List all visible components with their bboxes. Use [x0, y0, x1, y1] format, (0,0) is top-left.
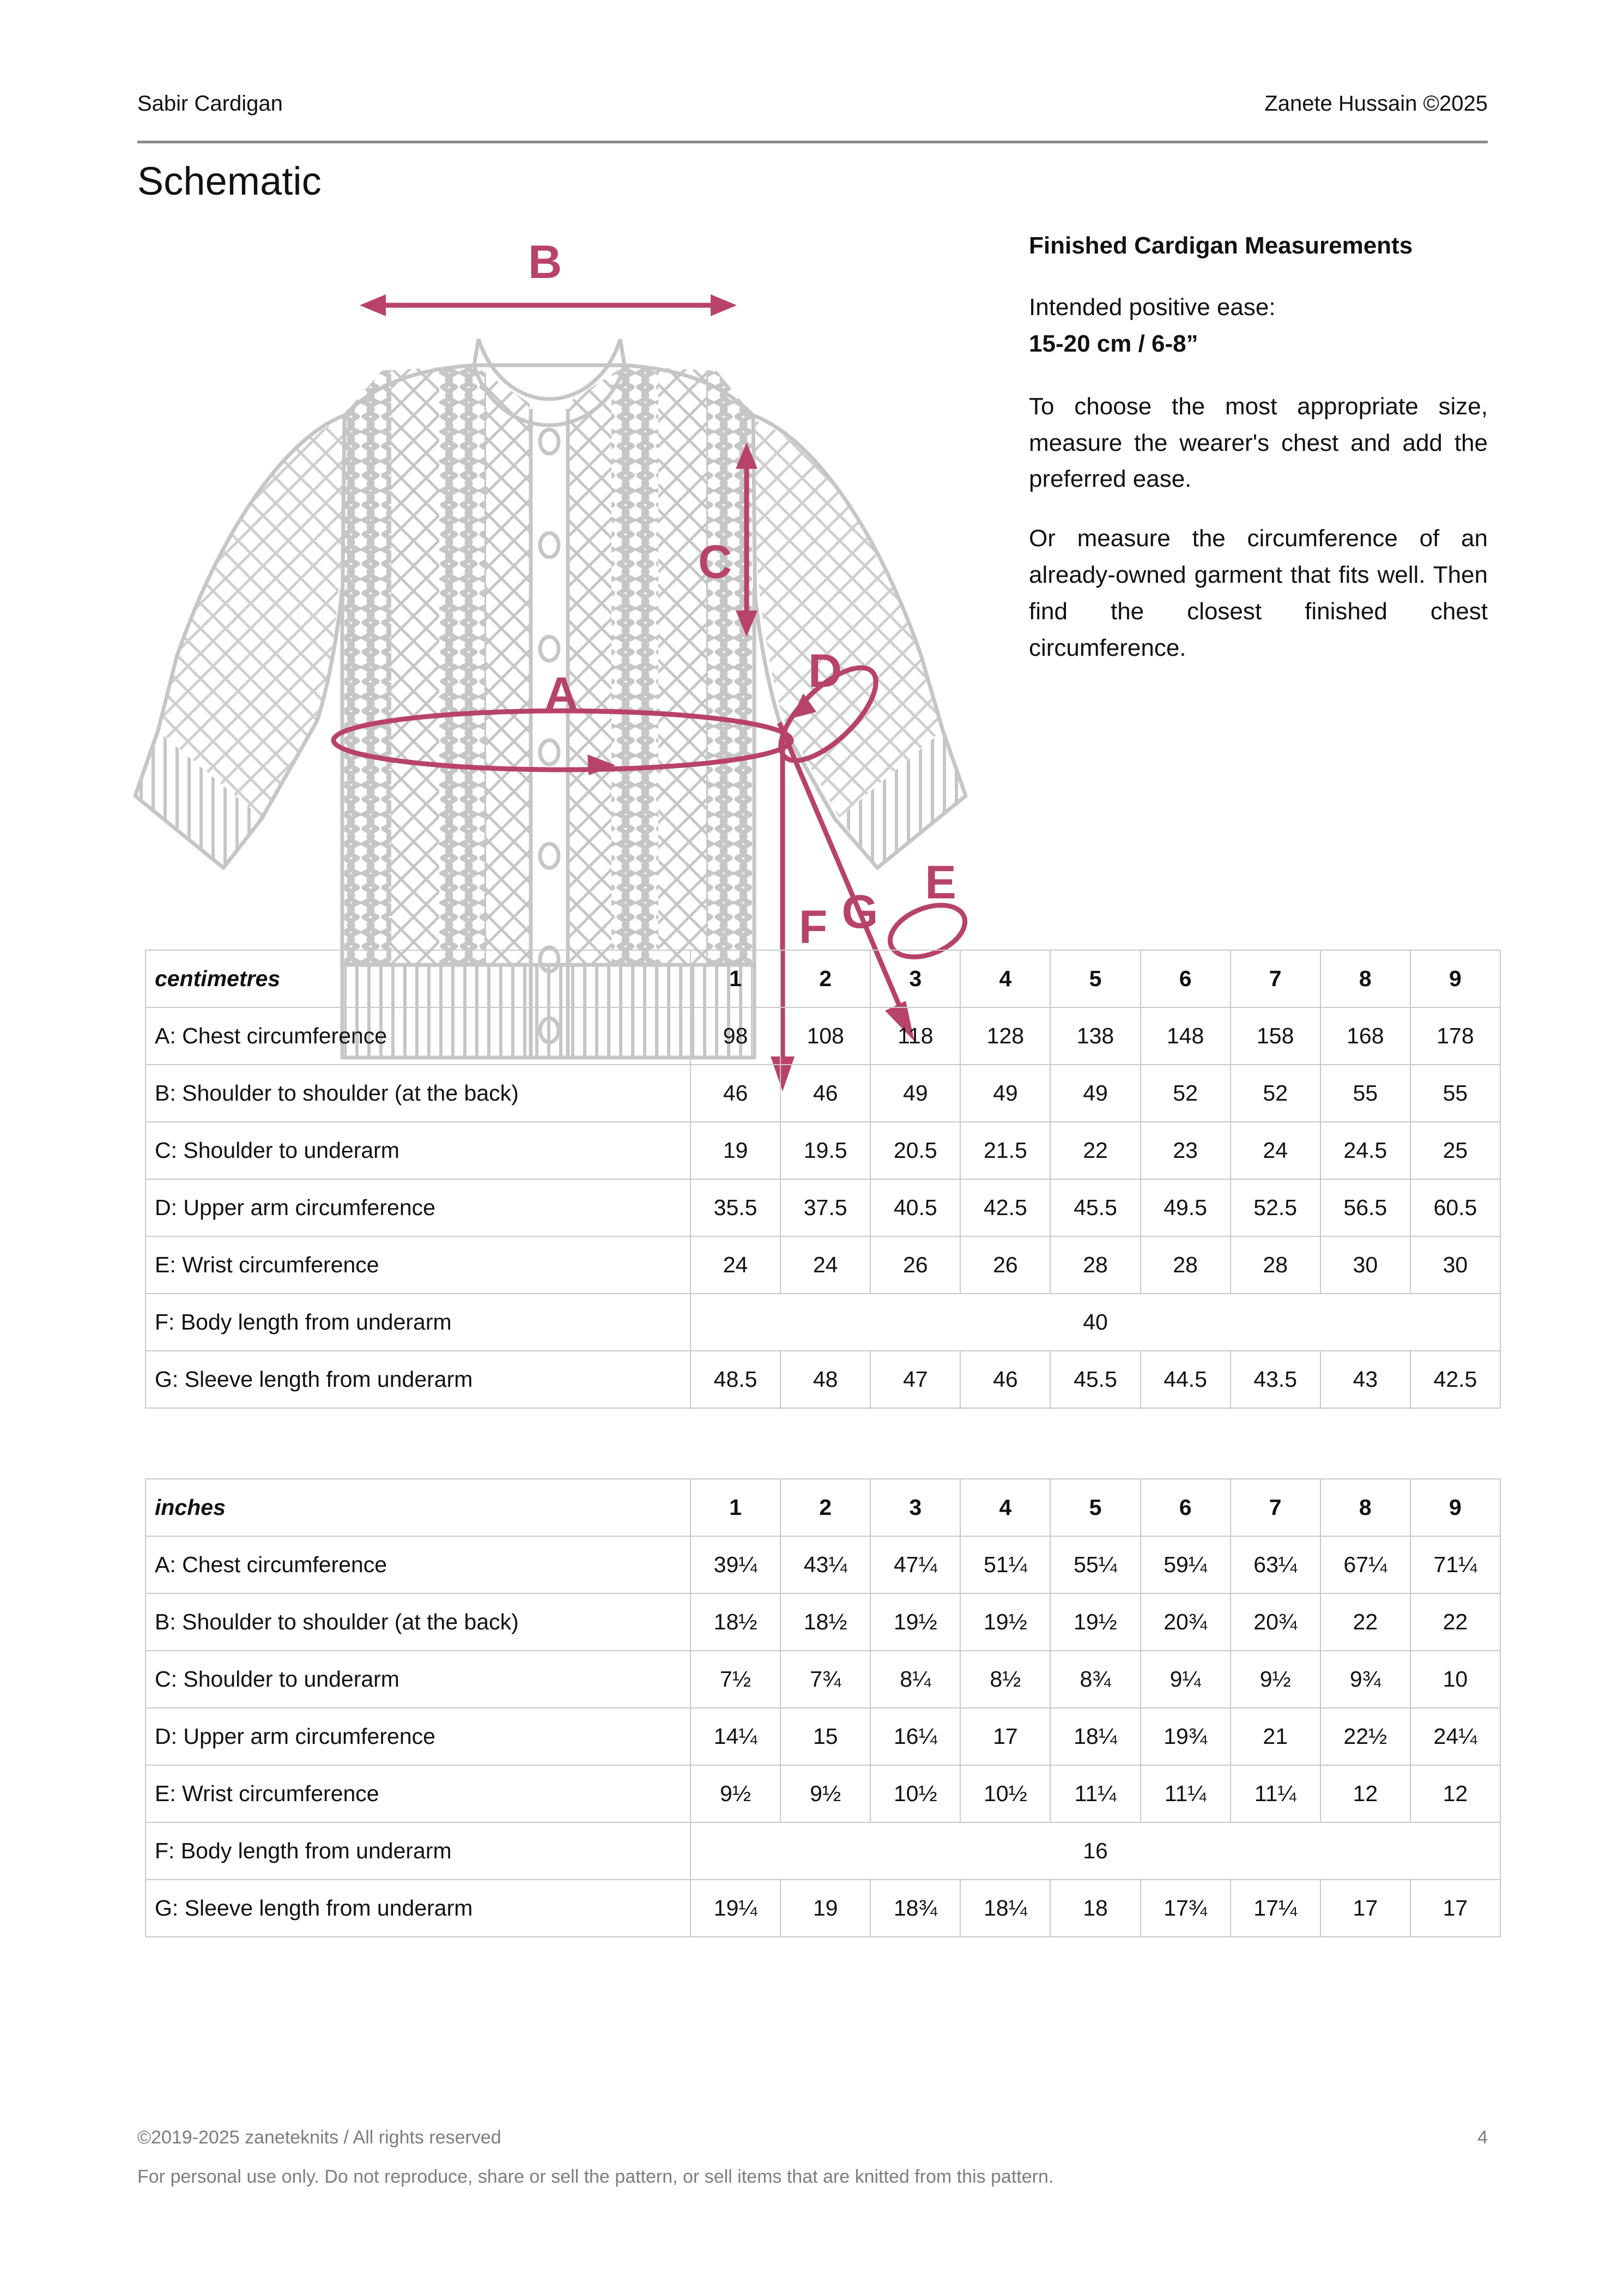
measurement-value-cell: 45.5	[1050, 1179, 1140, 1236]
measurement-value-cell: 11¼	[1141, 1765, 1231, 1822]
measurement-value-cell: 60.5	[1410, 1179, 1500, 1236]
ease-block	[1029, 289, 1488, 363]
measurement-value-cell: 18	[1050, 1880, 1140, 1937]
measurement-value-cell: 148	[1141, 1007, 1231, 1065]
running-header	[137, 92, 1488, 116]
size-header-cell: 3	[870, 950, 960, 1007]
page-title: Schematic	[137, 160, 322, 203]
unit-header-cell: centimetres	[146, 950, 690, 1007]
measurement-value-cell: 15	[780, 1708, 870, 1765]
table-row	[146, 1651, 1500, 1708]
measurement-value-cell: 19	[780, 1880, 870, 1937]
table-row	[146, 1536, 1500, 1593]
running-header-left: Sabir Cardigan	[137, 92, 283, 116]
table-row	[146, 1351, 1500, 1408]
measurement-value-cell: 10	[1410, 1651, 1500, 1708]
footer-notice: For personal use only. Do not reproduce, share or sell the pattern, or sell items that are knitted from this pattern.	[137, 2166, 1054, 2187]
measurement-value-cell: 52	[1141, 1065, 1231, 1122]
measurement-value-cell: 18¼	[1050, 1708, 1140, 1765]
table-row	[146, 1822, 1500, 1880]
measurement-value-cell: 67¼	[1320, 1536, 1410, 1593]
measurement-value-cell: 28	[1050, 1236, 1140, 1294]
measurement-label-cell: D: Upper arm circumference	[146, 1708, 690, 1765]
size-header-cell: 2	[780, 1479, 870, 1536]
measurement-value-cell: 48.5	[690, 1351, 780, 1408]
measurement-value-cell: 59¼	[1141, 1536, 1231, 1593]
measurement-value-cell: 21.5	[960, 1122, 1050, 1179]
measurement-label-cell: F: Body length from underarm	[146, 1822, 690, 1880]
size-header-cell: 9	[1410, 1479, 1500, 1536]
label-A: A	[544, 668, 579, 720]
measurement-value-cell: 7½	[690, 1651, 780, 1708]
size-header-cell: 3	[870, 1479, 960, 1536]
measurement-value-cell: 43	[1320, 1351, 1410, 1408]
measurement-value-cell: 48	[780, 1351, 870, 1408]
measurement-value-cell: 8¾	[1050, 1651, 1140, 1708]
measurement-value-cell: 24.5	[1320, 1122, 1410, 1179]
measurement-value-cell: 19½	[1050, 1593, 1140, 1651]
size-header-cell: 4	[960, 1479, 1050, 1536]
measurements-table-centimetres	[145, 950, 1501, 1409]
measurement-value-cell: 16¼	[870, 1708, 960, 1765]
measurement-value-cell: 24¼	[1410, 1708, 1500, 1765]
measurement-value-cell: 43.5	[1231, 1351, 1320, 1408]
measurement-value-cell: 52.5	[1231, 1179, 1320, 1236]
button	[540, 430, 559, 454]
size-header-cell: 4	[960, 950, 1050, 1007]
cm-table-body	[146, 950, 1500, 1408]
measurement-value-cell: 44.5	[1141, 1351, 1231, 1408]
footer-copyright: ©2019-2025 zaneteknits / All rights reserved	[137, 2127, 501, 2148]
inch-table-body	[146, 1479, 1500, 1937]
page-footer	[137, 2122, 1488, 2193]
measurement-value-cell: 18½	[690, 1593, 780, 1651]
measurement-value-cell: 118	[870, 1007, 960, 1065]
measurement-value-cell: 24	[690, 1236, 780, 1294]
table-row	[146, 1880, 1500, 1937]
table-row	[146, 1708, 1500, 1765]
measurement-value-cell: 42.5	[1410, 1351, 1500, 1408]
measurement-label-cell: F: Body length from underarm	[146, 1294, 690, 1351]
schematic-svg	[125, 236, 1008, 953]
button	[540, 740, 559, 764]
measurement-value-cell: 9½	[1231, 1651, 1320, 1708]
measurement-label-cell: G: Sleeve length from underarm	[146, 1880, 690, 1937]
measurement-value-cell: 11¼	[1050, 1765, 1140, 1822]
button	[540, 533, 559, 557]
measurement-label-cell: G: Sleeve length from underarm	[146, 1351, 690, 1408]
page-number: 4	[1477, 2127, 1488, 2148]
measurement-value-cell: 19¼	[690, 1880, 780, 1937]
measurement-value-cell: 26	[960, 1236, 1050, 1294]
measurement-value-cell: 55	[1410, 1065, 1500, 1122]
label-B: B	[528, 236, 562, 288]
measurement-value-cell: 158	[1231, 1007, 1320, 1065]
measurement-value-cell: 43¼	[780, 1536, 870, 1593]
measurement-label-cell: E: Wrist circumference	[146, 1765, 690, 1822]
measurement-value-cell: 14¼	[690, 1708, 780, 1765]
measurement-value-cell: 17¼	[1231, 1880, 1320, 1937]
measurement-value-cell: 19	[690, 1122, 780, 1179]
size-header-cell: 6	[1141, 1479, 1231, 1536]
measurement-value-cell: 19¾	[1141, 1708, 1231, 1765]
measurement-value-cell: 19½	[870, 1593, 960, 1651]
measurement-value-cell: 49.5	[1141, 1179, 1231, 1236]
measurement-value-cell: 42.5	[960, 1179, 1050, 1236]
ease-label: Intended positive ease:	[1029, 293, 1276, 321]
measurement-value-cell: 26	[870, 1236, 960, 1294]
unit-header-cell: inches	[146, 1479, 690, 1536]
measurement-value-cell: 71¼	[1410, 1536, 1500, 1593]
measurement-value-cell: 55¼	[1050, 1536, 1140, 1593]
measurement-value-cell: 108	[780, 1007, 870, 1065]
measurement-value-cell: 39¼	[690, 1536, 780, 1593]
table-row	[146, 1122, 1500, 1179]
sidebar-paragraph-2: Or measure the circumference of an already-owned garment that fits well. Then find the closest finished chest circumference.	[1029, 525, 1488, 661]
measurement-value-cell: 128	[960, 1007, 1050, 1065]
measurement-value-cell: 7¾	[780, 1651, 870, 1708]
size-header-cell: 8	[1320, 1479, 1410, 1536]
table-row	[146, 1179, 1500, 1236]
table-row	[146, 1593, 1500, 1651]
header-divider	[137, 141, 1488, 143]
measurement-value-cell: 45.5	[1050, 1351, 1140, 1408]
measurement-label-cell: B: Shoulder to shoulder (at the back)	[146, 1593, 690, 1651]
measurement-value-cell: 138	[1050, 1007, 1140, 1065]
size-header-cell: 9	[1410, 950, 1500, 1007]
label-C: C	[698, 536, 732, 588]
measurement-value-cell: 55	[1320, 1065, 1410, 1122]
measurement-value-cell: 25	[1410, 1122, 1500, 1179]
sidebar-paragraph-1: To choose the most appropriate size, measure the wearer's chest and add the preferred ease.	[1029, 392, 1488, 493]
measurement-value-cell: 10½	[870, 1765, 960, 1822]
size-header-cell: 6	[1141, 950, 1231, 1007]
measurement-label-cell: A: Chest circumference	[146, 1007, 690, 1065]
measurement-value-cell: 40.5	[870, 1179, 960, 1236]
size-header-cell: 7	[1231, 950, 1320, 1007]
measurement-label-cell: D: Upper arm circumference	[146, 1179, 690, 1236]
measurement-value-cell: 8½	[960, 1651, 1050, 1708]
cardigan-schematic-illustration	[125, 236, 1008, 953]
label-F: F	[798, 901, 828, 953]
measurement-value-cell: 46	[690, 1065, 780, 1122]
size-header-cell: 2	[780, 950, 870, 1007]
measurement-value-cell: 22	[1320, 1593, 1410, 1651]
measurement-value-cell: 21	[1231, 1708, 1320, 1765]
measurement-value-cell: 18¼	[960, 1880, 1050, 1937]
size-header-cell: 8	[1320, 950, 1410, 1007]
measurement-label-cell: A: Chest circumference	[146, 1536, 690, 1593]
measurement-value-cell: 9½	[780, 1765, 870, 1822]
measurement-value-cell: 37.5	[780, 1179, 870, 1236]
measurement-value-cell: 30	[1410, 1236, 1500, 1294]
table-row	[146, 1765, 1500, 1822]
measure-B	[360, 294, 737, 316]
measurement-value-cell: 168	[1320, 1007, 1410, 1065]
left-body-texture	[344, 360, 531, 970]
size-header-cell: 1	[690, 950, 780, 1007]
measurement-value-cell: 16	[690, 1822, 1500, 1880]
measurement-value-cell: 47	[870, 1351, 960, 1408]
button	[540, 637, 559, 661]
measurement-value-cell: 51¼	[960, 1536, 1050, 1593]
measurement-value-cell: 56.5	[1320, 1179, 1410, 1236]
measurement-value-cell: 10½	[960, 1765, 1050, 1822]
measurement-value-cell: 63¼	[1231, 1536, 1320, 1593]
measurement-value-cell: 17¾	[1141, 1880, 1231, 1937]
measurement-value-cell: 9¼	[1141, 1651, 1231, 1708]
size-header-cell: 1	[690, 1479, 780, 1536]
measurement-value-cell: 49	[1050, 1065, 1140, 1122]
measurement-label-cell: C: Shoulder to underarm	[146, 1651, 690, 1708]
ease-value: 15-20 cm / 6-8”	[1029, 330, 1198, 357]
measurement-value-cell: 22	[1410, 1593, 1500, 1651]
size-header-cell: 7	[1231, 1479, 1320, 1536]
measurement-value-cell: 46	[960, 1351, 1050, 1408]
measurement-value-cell: 40	[690, 1294, 1500, 1351]
measurement-value-cell: 178	[1410, 1007, 1500, 1065]
measurement-value-cell: 22	[1050, 1122, 1140, 1179]
measurement-value-cell: 19½	[960, 1593, 1050, 1651]
measurement-value-cell: 46	[780, 1065, 870, 1122]
measurements-sidebar	[1029, 228, 1488, 667]
measurement-value-cell: 17	[960, 1708, 1050, 1765]
measurement-value-cell: 11¼	[1231, 1765, 1320, 1822]
size-header-cell: 5	[1050, 950, 1140, 1007]
measurement-value-cell: 49	[960, 1065, 1050, 1122]
measurement-value-cell: 20¾	[1231, 1593, 1320, 1651]
table-header-row	[146, 1479, 1500, 1536]
button	[540, 844, 559, 868]
measurement-value-cell: 8¼	[870, 1651, 960, 1708]
right-body-texture	[566, 360, 753, 970]
sidebar-heading: Finished Cardigan Measurements	[1029, 232, 1413, 259]
measurement-value-cell: 24	[1231, 1122, 1320, 1179]
measurement-value-cell: 49	[870, 1065, 960, 1122]
measurement-value-cell: 24	[780, 1236, 870, 1294]
measurement-value-cell: 28	[1141, 1236, 1231, 1294]
measurement-value-cell: 17	[1320, 1880, 1410, 1937]
measurement-value-cell: 18½	[780, 1593, 870, 1651]
label-E: E	[925, 856, 956, 909]
measurement-value-cell: 52	[1231, 1065, 1320, 1122]
table-row	[146, 1065, 1500, 1122]
label-G: G	[841, 886, 878, 938]
table-row	[146, 1294, 1500, 1351]
size-header-cell: 5	[1050, 1479, 1140, 1536]
measurement-value-cell: 17	[1410, 1880, 1500, 1937]
table-header-row	[146, 950, 1500, 1007]
measurement-value-cell: 22½	[1320, 1708, 1410, 1765]
measurement-value-cell: 9¾	[1320, 1651, 1410, 1708]
measurement-value-cell: 12	[1410, 1765, 1500, 1822]
table-row	[146, 1236, 1500, 1294]
measurement-value-cell: 98	[690, 1007, 780, 1065]
measurement-value-cell: 47¼	[870, 1536, 960, 1593]
measurement-value-cell: 28	[1231, 1236, 1320, 1294]
measurement-value-cell: 23	[1141, 1122, 1231, 1179]
running-header-right: Zanete Hussain ©2025	[1264, 92, 1488, 116]
label-D: D	[808, 645, 843, 697]
measurement-value-cell: 30	[1320, 1236, 1410, 1294]
measurement-value-cell: 20¾	[1141, 1593, 1231, 1651]
measurement-value-cell: 12	[1320, 1765, 1410, 1822]
measurement-label-cell: C: Shoulder to underarm	[146, 1122, 690, 1179]
measurement-label-cell: B: Shoulder to shoulder (at the back)	[146, 1065, 690, 1122]
measurement-value-cell: 9½	[690, 1765, 780, 1822]
measurement-value-cell: 18¾	[870, 1880, 960, 1937]
measurements-table-inches	[145, 1478, 1501, 1937]
measurement-value-cell: 19.5	[780, 1122, 870, 1179]
measurement-label-cell: E: Wrist circumference	[146, 1236, 690, 1294]
measurement-value-cell: 35.5	[690, 1179, 780, 1236]
table-row	[146, 1007, 1500, 1065]
measurement-value-cell: 20.5	[870, 1122, 960, 1179]
